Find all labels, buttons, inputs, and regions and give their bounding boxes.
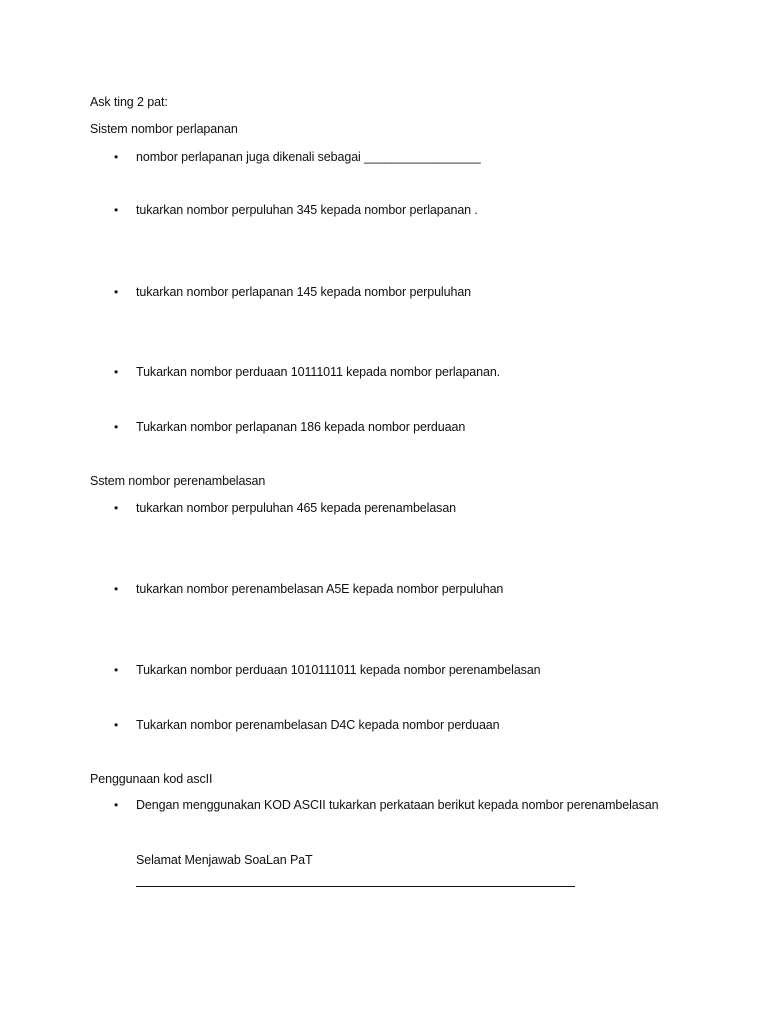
bullet-icon: • bbox=[114, 150, 119, 164]
list-item-text: tukarkan nombor perlapanan 145 kepada nombor perpuluhan bbox=[136, 285, 472, 299]
bullet-icon: • bbox=[114, 420, 119, 434]
bullet-icon: • bbox=[114, 501, 119, 515]
list-item-text: Dengan menggunakan KOD ASCII tukarkan perkataan berikut kepada nombor perenambelasan bbox=[136, 798, 659, 812]
bullet-icon: • bbox=[114, 798, 119, 812]
document-heading: Ask ting 2 pat: bbox=[90, 95, 168, 109]
answer-line bbox=[136, 886, 575, 887]
bullet-icon: • bbox=[114, 365, 119, 379]
section-title-hex: Sstem nombor perenambelasan bbox=[90, 474, 266, 488]
closing-text: Selamat Menjawab SoaLan PaT bbox=[136, 853, 313, 867]
bullet-icon: • bbox=[114, 203, 119, 217]
list-item-text: tukarkan nombor perenambelasan A5E kepada nombor perpuluhan bbox=[136, 582, 504, 596]
section-title-octal: Sistem nombor perlapanan bbox=[90, 122, 238, 136]
list-item-text: Tukarkan nombor perduaan 1010111011 kepada nombor perenambelasan bbox=[136, 663, 541, 677]
list-item-text: Tukarkan nombor perduaan 10111011 kepada nombor perlapanan. bbox=[136, 365, 501, 379]
list-item-text: Tukarkan nombor perlapanan 186 kepada nombor perduaan bbox=[136, 420, 466, 434]
list-item-text: tukarkan nombor perpuluhan 345 kepada nombor perlapanan . bbox=[136, 203, 478, 217]
bullet-icon: • bbox=[114, 582, 119, 596]
list-item-text: nombor perlapanan juga dikenali sebagai _________________ bbox=[136, 150, 481, 164]
bullet-icon: • bbox=[114, 718, 119, 732]
list-item-text: tukarkan nombor perpuluhan 465 kepada perenambelasan bbox=[136, 501, 457, 515]
list-item-text: Tukarkan nombor perenambelasan D4C kepada nombor perduaan bbox=[136, 718, 500, 732]
section-title-ascii: Penggunaan kod ascII bbox=[90, 772, 213, 786]
bullet-icon: • bbox=[114, 285, 119, 299]
bullet-icon: • bbox=[114, 663, 119, 677]
